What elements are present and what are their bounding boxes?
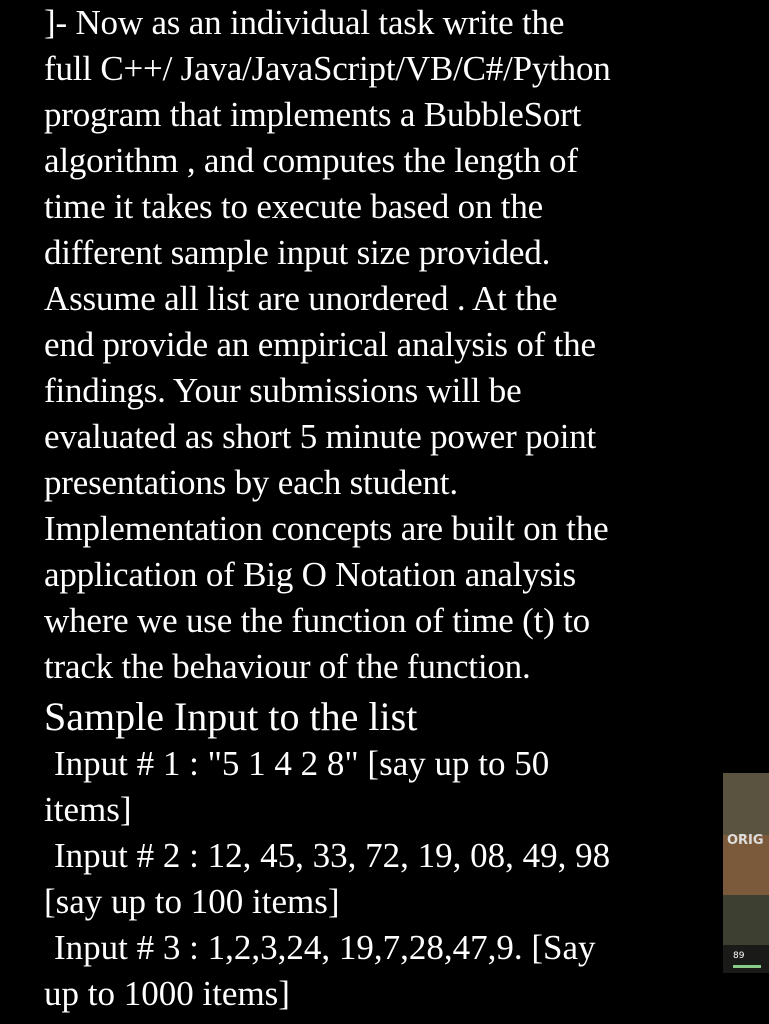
input-3-line-2: up to 1000 items] (44, 974, 290, 1013)
side-thumbnail (723, 773, 769, 973)
text-line: full C++/ Java/JavaScript/VB/C#/Python (44, 49, 611, 88)
input-3-line-1: Input # 3 : 1,2,3,24, 19,7,28,47,9. [Say (54, 928, 596, 967)
text-line: where we use the function of time (t) to (44, 601, 590, 640)
input-2-line-2: [say up to 100 items] (44, 882, 340, 921)
thumbnail-label: ORIG (727, 833, 764, 848)
problem-statement (44, 0, 704, 690)
document-body (44, 0, 704, 1017)
text-line: application of Big O Notation analysis (44, 555, 576, 594)
thumbnail-progress (733, 965, 761, 968)
sample-inputs (44, 741, 704, 1017)
input-1-line-2: items] (44, 790, 132, 829)
text-line: Assume all list are unordered . At the (44, 279, 558, 318)
thumbnail-score: 89 (733, 951, 745, 961)
text-line: different sample input size provided. (44, 233, 551, 272)
text-line: evaluated as short 5 minute power point (44, 417, 597, 456)
input-2-line-1: Input # 2 : 12, 45, 33, 72, 19, 08, 49, 98 (54, 836, 611, 875)
sample-heading: Sample Input to the list (44, 694, 418, 739)
text-line: Implementation concepts are built on the (44, 509, 609, 548)
text-line: program that implements a BubbleSort (44, 95, 582, 134)
text-line: track the behaviour of the function. (44, 647, 531, 686)
text-line: end provide an empirical analysis of the (44, 325, 596, 364)
text-line: presentations by each student. (44, 463, 458, 502)
text-line: algorithm , and computes the length of (44, 141, 578, 180)
input-1-line-1: Input # 1 : "5 1 4 2 8" [say up to 50 (54, 744, 550, 783)
text-line: time it takes to execute based on the (44, 187, 543, 226)
text-line: ]- Now as an individual task write the (44, 3, 565, 42)
text-line: findings. Your submissions will be (44, 371, 522, 410)
